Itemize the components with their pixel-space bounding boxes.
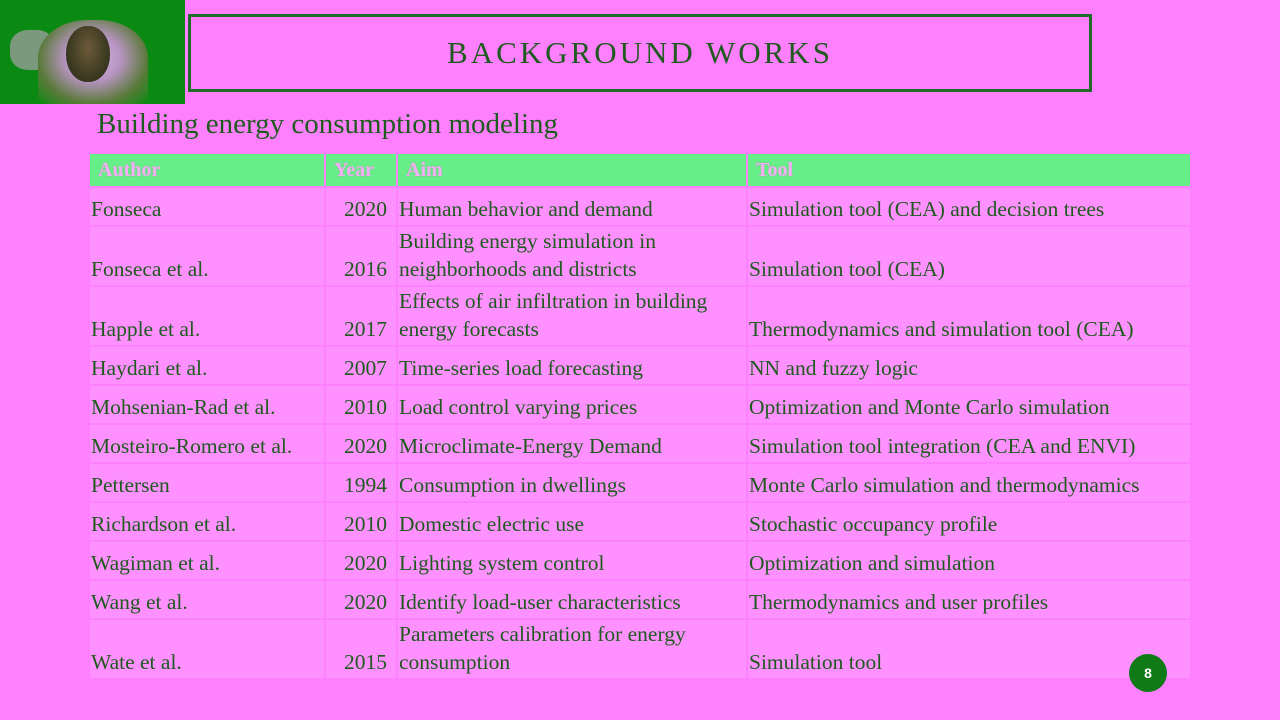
cell-author: Wagiman et al.	[90, 542, 324, 579]
cell-tool: Simulation tool (CEA)	[748, 227, 1190, 285]
slide-title-box	[188, 14, 1092, 92]
cell-tool: Optimization and Monte Carlo simulation	[748, 386, 1190, 423]
cell-aim: Time-series load forecasting	[398, 347, 746, 384]
table-row	[90, 425, 1190, 462]
cell-year: 2007	[326, 347, 396, 384]
cell-author: Pettersen	[90, 464, 324, 501]
header-author: Author	[90, 154, 324, 186]
table-row	[90, 347, 1190, 384]
cell-aim: Consumption in dwellings	[398, 464, 746, 501]
cell-year: 2020	[326, 581, 396, 618]
cell-author: Fonseca	[90, 188, 324, 225]
header-aim: Aim	[398, 154, 746, 186]
cell-tool: Thermodynamics and user profiles	[748, 581, 1190, 618]
slide-subtitle: Building energy consumption modeling	[97, 108, 559, 140]
cell-tool: NN and fuzzy logic	[748, 347, 1190, 384]
cell-year: 2020	[326, 425, 396, 462]
cell-author: Mosteiro-Romero et al.	[90, 425, 324, 462]
table-row	[90, 227, 1190, 285]
cell-tool: Simulation tool (CEA) and decision trees	[748, 188, 1190, 225]
cell-year: 2016	[326, 227, 396, 285]
table-row	[90, 620, 1190, 678]
cell-year: 1994	[326, 464, 396, 501]
cell-tool: Monte Carlo simulation and thermodynamics	[748, 464, 1190, 501]
background-works-table	[88, 152, 1192, 680]
cell-aim: Load control varying prices	[398, 386, 746, 423]
cell-author: Richardson et al.	[90, 503, 324, 540]
cell-year: 2017	[326, 287, 396, 345]
cell-year: 2010	[326, 386, 396, 423]
header-year: Year	[326, 154, 396, 186]
table-row	[90, 386, 1190, 423]
presenter-webcam	[0, 0, 185, 104]
table-row	[90, 287, 1190, 345]
page-number-badge: 8	[1129, 654, 1167, 692]
header-tool: Tool	[748, 154, 1190, 186]
cell-year: 2010	[326, 503, 396, 540]
cell-year: 2020	[326, 188, 396, 225]
cell-tool: Simulation tool	[748, 620, 1190, 678]
cell-aim: Lighting system control	[398, 542, 746, 579]
table-row	[90, 503, 1190, 540]
cell-tool: Thermodynamics and simulation tool (CEA)	[748, 287, 1190, 345]
cell-year: 2020	[326, 542, 396, 579]
table-row	[90, 542, 1190, 579]
cell-tool: Simulation tool integration (CEA and ENVI)	[748, 425, 1190, 462]
cell-author: Wang et al.	[90, 581, 324, 618]
cell-author: Fonseca et al.	[90, 227, 324, 285]
cell-aim: Identify load-user characteristics	[398, 581, 746, 618]
cell-aim: Effects of air infiltration in building energy forecasts	[398, 287, 746, 345]
table-row	[90, 581, 1190, 618]
cell-author: Mohsenian-Rad et al.	[90, 386, 324, 423]
cell-tool: Stochastic occupancy profile	[748, 503, 1190, 540]
slide-title: BACKGROUND WORKS	[447, 35, 833, 70]
cell-aim: Human behavior and demand	[398, 188, 746, 225]
cell-author: Wate et al.	[90, 620, 324, 678]
cell-tool: Optimization and simulation	[748, 542, 1190, 579]
table-row	[90, 464, 1190, 501]
cell-year: 2015	[326, 620, 396, 678]
table-row	[90, 188, 1190, 225]
cell-aim: Building energy simulation in neighborhoods and districts	[398, 227, 746, 285]
cell-aim: Microclimate-Energy Demand	[398, 425, 746, 462]
table-header-row	[90, 154, 1190, 186]
cell-author: Haydari et al.	[90, 347, 324, 384]
cell-aim: Domestic electric use	[398, 503, 746, 540]
presenter-head	[66, 26, 110, 82]
cell-author: Happle et al.	[90, 287, 324, 345]
cell-aim: Parameters calibration for energy consumption	[398, 620, 746, 678]
